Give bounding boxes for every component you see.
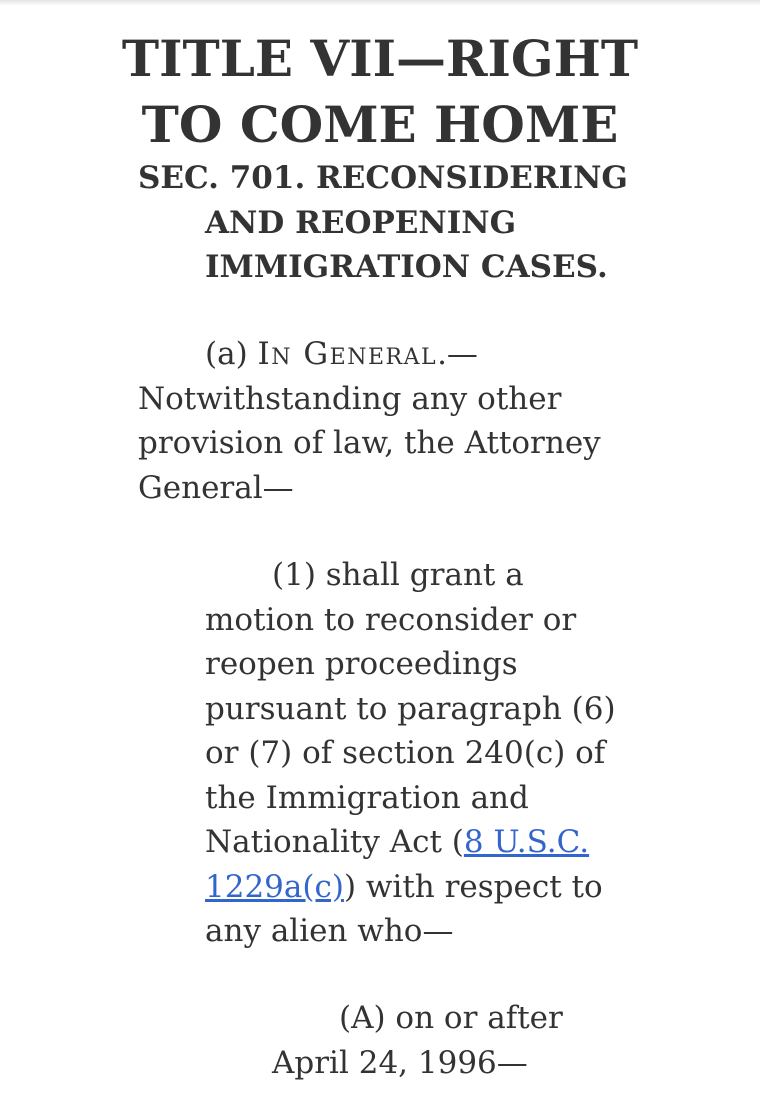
paragraph-1: [205, 553, 735, 954]
top-edge-shadow: [0, 0, 760, 6]
usc-citation-link[interactable]: 8 U.S.C.: [463, 824, 590, 860]
paragraph-1-line-1: (1) shall grant a: [272, 557, 524, 593]
subparagraph-A-line-2: April 24, 1996—: [272, 1044, 528, 1081]
paragraph-1-line-8: [205, 865, 735, 910]
title-line-1: TITLE VII—RIGHT: [121, 29, 639, 88]
subsection-a-line-3: provision of law, the Attorney: [138, 425, 601, 461]
paragraph-1-line-2: motion to reconsider or: [205, 601, 577, 638]
subsection-a-heading: In General: [257, 336, 438, 372]
section-heading-line-1: SEC. 701. RECONSIDERING: [138, 160, 628, 196]
title-heading: [100, 26, 660, 158]
paragraph-1-line-6: the Immigration and: [205, 779, 529, 816]
paragraph-1-line-7-text: Nationality Act (: [205, 824, 464, 860]
usc-citation-link-continued[interactable]: 1229a(c): [205, 868, 344, 905]
subparagraph-A-line-1: (A) on or after: [339, 1000, 563, 1036]
subsection-a-heading-suffix: .—: [437, 336, 478, 372]
paragraph-1-line-3: reopen proceedings: [205, 646, 518, 682]
paragraph-1-line-8-text: ) with respect to: [343, 868, 603, 905]
section-heading-line-3: IMMIGRATION CASES.: [205, 249, 608, 285]
subsection-a-first-line: [138, 332, 698, 377]
subparagraph-A: [272, 996, 732, 1085]
section-heading: [138, 156, 638, 290]
section-heading-line-2: AND REOPENING: [205, 204, 517, 241]
paragraph-1-line-9: any alien who—: [205, 913, 454, 949]
paragraph-1-line-5: or (7) of section 240(c) of: [205, 735, 606, 771]
subsection-a-line-4: General—: [138, 469, 294, 506]
paragraph-1-line-7: [205, 820, 735, 865]
subsection-a-line-2: Notwithstanding any other: [138, 380, 562, 417]
title-line-2: TO COME HOME: [141, 95, 619, 154]
subsection-a-label: (a): [205, 336, 258, 372]
subsection-a: [138, 332, 698, 510]
paragraph-1-line-4: pursuant to paragraph (6): [205, 690, 616, 727]
